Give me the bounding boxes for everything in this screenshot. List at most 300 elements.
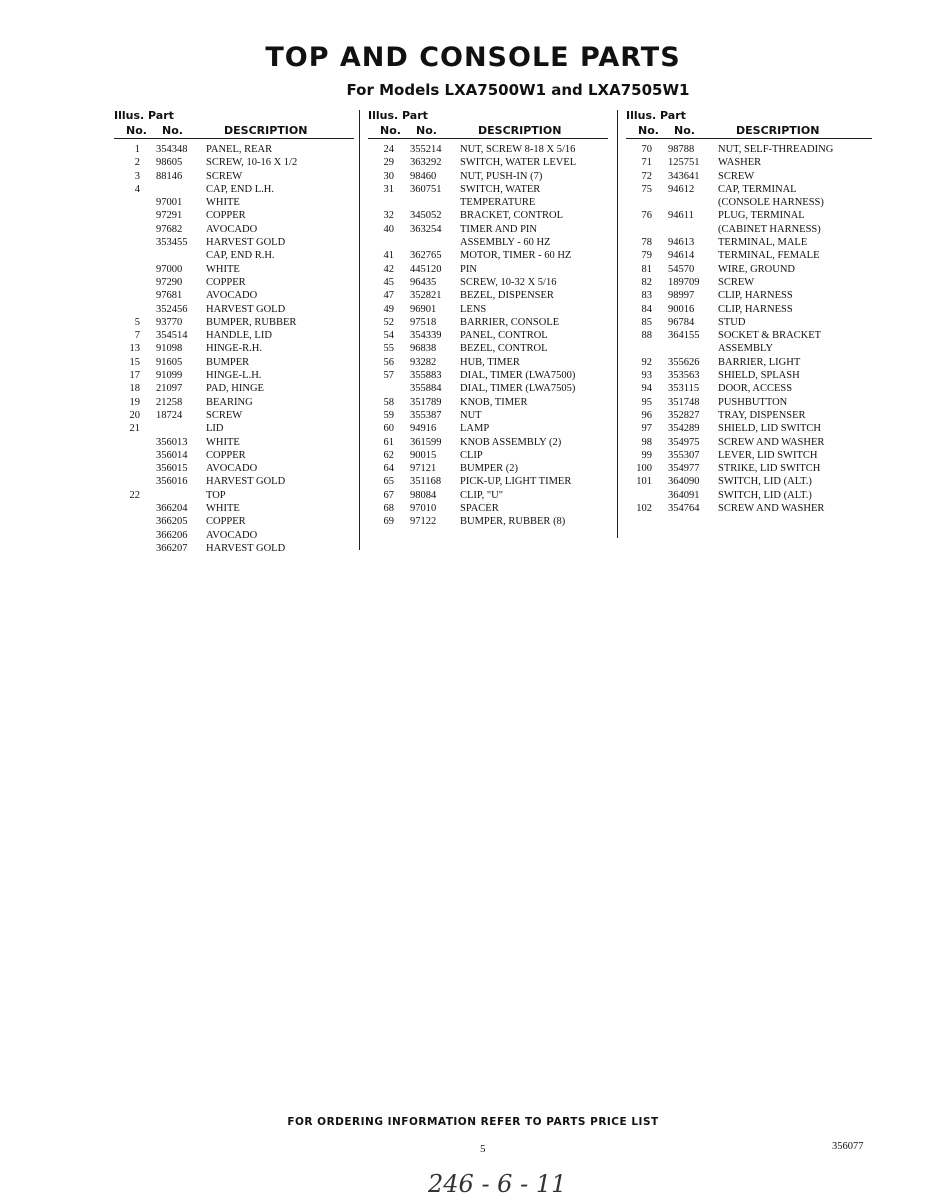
part-description: SOCKET & BRACKET <box>718 330 822 342</box>
illus-number: 67 <box>383 489 394 501</box>
header-illus: Illus. <box>114 109 145 122</box>
table-row <box>368 396 608 409</box>
table-row <box>114 382 354 395</box>
part-description: BEZEL, CONTROL <box>460 343 548 355</box>
table-row <box>626 236 872 249</box>
illus-number: 49 <box>383 303 394 315</box>
table-row <box>626 183 872 196</box>
part-number: 343641 <box>668 170 700 182</box>
part-description: MOTOR, TIMER - 60 HZ <box>460 250 572 262</box>
illus-number: 85 <box>641 316 652 328</box>
table-row <box>626 143 872 156</box>
illus-number: 101 <box>636 476 652 488</box>
illus-number: 72 <box>641 170 652 182</box>
illus-number: 18 <box>129 383 140 395</box>
illus-number: 94 <box>641 383 652 395</box>
page-number: 5 <box>480 1143 486 1155</box>
part-number: 96901 <box>410 303 437 315</box>
table-row <box>626 209 872 222</box>
ordering-note: FOR ORDERING INFORMATION REFER TO PARTS PRICE LIST <box>287 1116 659 1128</box>
table-row <box>626 489 872 502</box>
table-row <box>368 223 608 236</box>
header-part-no: No. <box>416 124 437 137</box>
parts-rows <box>114 143 354 555</box>
table-row <box>114 356 354 369</box>
header-part-no: No. <box>162 124 183 137</box>
part-description: ASSEMBLY <box>718 343 773 355</box>
part-description: BARRIER, CONSOLE <box>460 316 560 328</box>
part-number: 351748 <box>668 396 700 408</box>
header-illus-no: No. <box>126 124 147 137</box>
part-number: 356016 <box>156 476 188 488</box>
part-number: 97000 <box>156 263 183 275</box>
part-description: COPPER <box>206 276 246 288</box>
column-header <box>114 106 354 139</box>
part-number: 366205 <box>156 516 188 528</box>
part-description: PANEL, CONTROL <box>460 330 548 342</box>
table-row <box>114 223 354 236</box>
part-number: 97010 <box>410 503 437 515</box>
table-row <box>114 342 354 355</box>
part-description: SCREW <box>206 409 243 421</box>
column-divider <box>359 110 360 550</box>
table-row <box>114 316 354 329</box>
part-number: 97681 <box>156 290 183 302</box>
part-number: 362765 <box>410 250 442 262</box>
part-description: NUT <box>460 409 482 421</box>
part-description: AVOCADO <box>206 290 258 302</box>
part-number: 97001 <box>156 197 183 209</box>
illus-number: 56 <box>383 356 394 368</box>
part-description: HARVEST GOLD <box>206 237 286 249</box>
table-row <box>368 209 608 222</box>
table-row <box>114 209 354 222</box>
part-number: 353563 <box>668 370 700 382</box>
part-description: WASHER <box>718 157 762 169</box>
column-header <box>626 106 872 139</box>
part-number: 354348 <box>156 144 188 155</box>
part-description: TERMINAL, MALE <box>718 237 808 249</box>
part-description: SWITCH, WATER LEVEL <box>460 157 577 169</box>
handwritten-note: 246 - 6 - 11 <box>428 1170 567 1198</box>
part-description: COPPER <box>206 516 246 528</box>
part-number: 94916 <box>410 423 437 435</box>
illus-number: 65 <box>383 476 394 488</box>
table-row <box>114 236 354 249</box>
illus-number: 100 <box>636 463 652 475</box>
part-number: 355626 <box>668 356 700 368</box>
illus-number: 58 <box>383 396 394 408</box>
table-row <box>114 329 354 342</box>
illus-number: 54 <box>383 330 394 342</box>
table-row <box>114 462 354 475</box>
part-description: TERMINAL, FEMALE <box>718 250 820 262</box>
table-row <box>368 475 608 488</box>
illus-number: 20 <box>129 409 140 421</box>
illus-number: 1 <box>134 144 140 155</box>
part-description: WHITE <box>206 197 240 209</box>
part-number: 354764 <box>668 503 700 515</box>
part-number: 21097 <box>156 383 183 395</box>
illus-number: 19 <box>129 396 140 408</box>
table-row <box>368 515 608 528</box>
illus-number: 42 <box>383 263 394 275</box>
illus-number: 84 <box>641 303 652 315</box>
part-number: 351789 <box>410 396 442 408</box>
document-number: 356077 <box>832 1141 864 1152</box>
header-part: Part <box>402 109 428 122</box>
table-row <box>368 303 608 316</box>
parts-rows <box>368 143 608 529</box>
table-row <box>114 276 354 289</box>
part-number: 97290 <box>156 276 183 288</box>
table-row <box>114 489 354 502</box>
header-part: Part <box>148 109 174 122</box>
table-row <box>368 342 608 355</box>
part-number: 93770 <box>156 316 183 328</box>
table-row <box>368 170 608 183</box>
table-row <box>626 223 872 236</box>
part-number: 360751 <box>410 183 442 195</box>
part-number: 354339 <box>410 330 442 342</box>
part-number: 345052 <box>410 210 442 222</box>
part-description: STUD <box>718 316 746 328</box>
part-description: CLIP, HARNESS <box>718 303 793 315</box>
illus-number: 22 <box>129 489 140 501</box>
part-number: 125751 <box>668 157 700 169</box>
part-number: 363292 <box>410 157 442 169</box>
table-row <box>626 316 872 329</box>
table-row <box>114 502 354 515</box>
table-row <box>368 409 608 422</box>
table-row <box>114 303 354 316</box>
part-number: 354289 <box>668 423 700 435</box>
part-description: CLIP, "U" <box>460 489 503 501</box>
table-row <box>368 289 608 302</box>
table-row <box>114 289 354 302</box>
part-description: WHITE <box>206 503 240 515</box>
illus-number: 62 <box>383 449 394 461</box>
part-description: (CABINET HARNESS) <box>718 223 821 235</box>
table-row <box>368 382 608 395</box>
part-description: SCREW AND WASHER <box>718 503 825 515</box>
part-number: 98460 <box>410 170 437 182</box>
table-row <box>626 422 872 435</box>
part-description: CLIP, HARNESS <box>718 290 793 302</box>
illus-number: 4 <box>134 183 140 195</box>
illus-number: 47 <box>383 290 394 302</box>
part-description: PAD, HINGE <box>206 383 264 395</box>
part-description: SPACER <box>460 503 499 515</box>
illus-number: 79 <box>641 250 652 262</box>
part-number: 366206 <box>156 529 188 541</box>
part-number: 363254 <box>410 223 442 235</box>
table-row <box>114 249 354 262</box>
part-description: ASSEMBLY - 60 HZ <box>460 237 551 249</box>
part-number: 354975 <box>668 436 700 448</box>
part-description: KNOB, TIMER <box>460 396 528 408</box>
table-row <box>626 156 872 169</box>
part-description: SWITCH, LID (ALT.) <box>718 476 812 488</box>
illus-number: 30 <box>383 170 394 182</box>
part-description: BRACKET, CONTROL <box>460 210 564 222</box>
part-number: 98084 <box>410 489 437 501</box>
part-number: 356015 <box>156 463 188 475</box>
part-description: SHIELD, SPLASH <box>718 370 800 382</box>
part-description: STRIKE, LID SWITCH <box>718 463 821 475</box>
part-number: 355883 <box>410 370 442 382</box>
table-row <box>368 462 608 475</box>
part-number: 97518 <box>410 316 437 328</box>
part-number: 96838 <box>410 343 437 355</box>
part-description: HINGE-L.H. <box>206 370 262 382</box>
table-row <box>368 369 608 382</box>
part-number: 366204 <box>156 503 188 515</box>
illus-number: 95 <box>641 396 652 408</box>
parts-column-1 <box>114 106 354 555</box>
part-description: BUMPER <box>206 356 250 368</box>
table-row <box>114 170 354 183</box>
part-number: 98605 <box>156 157 183 169</box>
illus-number: 32 <box>383 210 394 222</box>
part-number: 97291 <box>156 210 183 222</box>
part-description: PIN <box>460 263 477 275</box>
illus-number: 88 <box>641 330 652 342</box>
part-number: 96435 <box>410 276 437 288</box>
part-description: NUT, PUSH-IN (7) <box>460 170 543 182</box>
part-number: 364090 <box>668 476 700 488</box>
part-number: 354514 <box>156 330 188 342</box>
part-description: AVOCADO <box>206 223 258 235</box>
part-number: 94612 <box>668 183 695 195</box>
table-row <box>368 356 608 369</box>
part-description: AVOCADO <box>206 463 258 475</box>
part-number: 96784 <box>668 316 695 328</box>
header-illus: Illus. <box>626 109 657 122</box>
part-description: SWITCH, WATER <box>460 183 541 195</box>
part-number: 97122 <box>410 516 437 528</box>
table-row <box>626 436 872 449</box>
table-row <box>114 449 354 462</box>
part-description: TOP <box>206 489 226 501</box>
part-number: 189709 <box>668 276 700 288</box>
part-number: 94614 <box>668 250 695 262</box>
header-part: Part <box>660 109 686 122</box>
table-row <box>626 342 872 355</box>
part-number: 91605 <box>156 356 183 368</box>
part-description: SCREW AND WASHER <box>718 436 825 448</box>
header-illus-no: No. <box>380 124 401 137</box>
table-row <box>626 329 872 342</box>
illus-number: 17 <box>129 370 140 382</box>
table-row <box>114 156 354 169</box>
illus-number: 76 <box>641 210 652 222</box>
part-number: 18724 <box>156 409 183 421</box>
part-description: LEVER, LID SWITCH <box>718 449 818 461</box>
illus-number: 61 <box>383 436 394 448</box>
table-row <box>626 263 872 276</box>
table-row <box>626 462 872 475</box>
table-row <box>626 369 872 382</box>
part-number: 353115 <box>668 383 700 395</box>
table-row <box>626 396 872 409</box>
table-row <box>626 289 872 302</box>
table-row <box>368 489 608 502</box>
part-number: 94613 <box>668 237 695 249</box>
parts-column-3 <box>626 106 872 515</box>
header-description: DESCRIPTION <box>224 124 308 137</box>
illus-number: 68 <box>383 503 394 515</box>
part-number: 91099 <box>156 370 183 382</box>
part-description: NUT, SCREW 8-18 X 5/16 <box>460 144 576 155</box>
table-row <box>626 502 872 515</box>
table-row <box>114 515 354 528</box>
illus-number: 78 <box>641 237 652 249</box>
part-description: BUMPER, RUBBER <box>206 316 297 328</box>
table-row <box>114 409 354 422</box>
part-description: TRAY, DISPENSER <box>718 409 806 421</box>
part-description: HUB, TIMER <box>460 356 520 368</box>
illus-number: 69 <box>383 516 394 528</box>
table-row <box>114 183 354 196</box>
illus-number: 59 <box>383 409 394 421</box>
part-description: LENS <box>460 303 487 315</box>
part-description: HARVEST GOLD <box>206 542 286 554</box>
part-number: 98997 <box>668 290 695 302</box>
illus-number: 96 <box>641 409 652 421</box>
illus-number: 31 <box>383 183 394 195</box>
part-number: 364155 <box>668 330 700 342</box>
part-description: DOOR, ACCESS <box>718 383 793 395</box>
table-row <box>114 529 354 542</box>
part-number: 356014 <box>156 449 188 461</box>
part-description: HANDLE, LID <box>206 330 272 342</box>
column-header <box>368 106 608 139</box>
column-divider <box>617 110 618 538</box>
part-number: 364091 <box>668 489 700 501</box>
part-description: BEARING <box>206 396 253 408</box>
part-description: SCREW, 10-32 X 5/16 <box>460 276 557 288</box>
illus-number: 75 <box>641 183 652 195</box>
table-row <box>626 303 872 316</box>
part-description: CLIP <box>460 449 483 461</box>
table-row <box>114 396 354 409</box>
part-description: CAP, END R.H. <box>206 250 275 262</box>
illus-number: 70 <box>641 144 652 155</box>
illus-number: 82 <box>641 276 652 288</box>
table-row <box>626 382 872 395</box>
table-row <box>368 196 608 209</box>
part-number: 355307 <box>668 449 700 461</box>
illus-number: 102 <box>636 503 652 515</box>
part-description: PUSHBUTTON <box>718 396 788 408</box>
table-row <box>368 183 608 196</box>
part-description: SWITCH, LID (ALT.) <box>718 489 812 501</box>
part-description: WHITE <box>206 436 240 448</box>
part-number: 356013 <box>156 436 188 448</box>
illus-number: 83 <box>641 290 652 302</box>
part-number: 366207 <box>156 542 188 554</box>
illus-number: 41 <box>383 250 394 262</box>
table-row <box>626 356 872 369</box>
table-row <box>368 276 608 289</box>
illus-number: 40 <box>383 223 394 235</box>
header-description: DESCRIPTION <box>736 124 820 137</box>
part-number: 90015 <box>410 449 437 461</box>
part-description: TIMER AND PIN <box>460 223 538 235</box>
illus-number: 71 <box>641 157 652 169</box>
part-number: 93282 <box>410 356 437 368</box>
table-row <box>626 196 872 209</box>
header-illus: Illus. <box>368 109 399 122</box>
part-description: PANEL, REAR <box>206 144 273 155</box>
part-description: KNOB ASSEMBLY (2) <box>460 436 562 448</box>
table-row <box>368 156 608 169</box>
header-description: DESCRIPTION <box>478 124 562 137</box>
part-description: (CONSOLE HARNESS) <box>718 197 824 209</box>
part-description: BARRIER, LIGHT <box>718 356 801 368</box>
table-row <box>114 542 354 555</box>
part-description: TEMPERATURE <box>460 197 536 209</box>
page-title: TOP AND CONSOLE PARTS <box>265 42 681 73</box>
part-number: 361599 <box>410 436 442 448</box>
illus-number: 21 <box>129 423 140 435</box>
part-description: WIRE, GROUND <box>718 263 795 275</box>
part-description: PLUG, TERMINAL <box>718 210 805 222</box>
illus-number: 3 <box>134 170 140 182</box>
table-row <box>114 143 354 156</box>
table-row <box>114 263 354 276</box>
part-description: DIAL, TIMER (LWA7500) <box>460 370 576 382</box>
illus-number: 13 <box>129 343 140 355</box>
part-description: CAP, TERMINAL <box>718 183 797 195</box>
illus-number: 24 <box>383 144 394 155</box>
part-description: HINGE-R.H. <box>206 343 262 355</box>
part-number: 352456 <box>156 303 188 315</box>
illus-number: 15 <box>129 356 140 368</box>
part-number: 88146 <box>156 170 183 182</box>
part-description: COPPER <box>206 449 246 461</box>
illus-number: 52 <box>383 316 394 328</box>
part-number: 354977 <box>668 463 700 475</box>
part-number: 97121 <box>410 463 437 475</box>
table-row <box>368 422 608 435</box>
part-number: 54570 <box>668 263 695 275</box>
illus-number: 29 <box>383 157 394 169</box>
table-row <box>114 436 354 449</box>
part-number: 445120 <box>410 263 442 275</box>
part-number: 94611 <box>668 210 694 222</box>
illus-number: 92 <box>641 356 652 368</box>
part-number: 355387 <box>410 409 442 421</box>
part-description: SCREW <box>206 170 243 182</box>
part-description: LID <box>206 423 224 435</box>
part-description: AVOCADO <box>206 529 258 541</box>
table-row <box>114 369 354 382</box>
part-number: 98788 <box>668 144 695 155</box>
page-subtitle: For Models LXA7500W1 and LXA7505W1 <box>346 81 690 99</box>
part-number: 353455 <box>156 237 188 249</box>
illus-number: 55 <box>383 343 394 355</box>
part-description: CAP, END L.H. <box>206 183 274 195</box>
table-row <box>626 276 872 289</box>
part-description: BUMPER (2) <box>460 463 519 475</box>
part-description: WHITE <box>206 263 240 275</box>
table-row <box>626 475 872 488</box>
table-row <box>626 449 872 462</box>
illus-number: 97 <box>641 423 652 435</box>
table-row <box>626 249 872 262</box>
